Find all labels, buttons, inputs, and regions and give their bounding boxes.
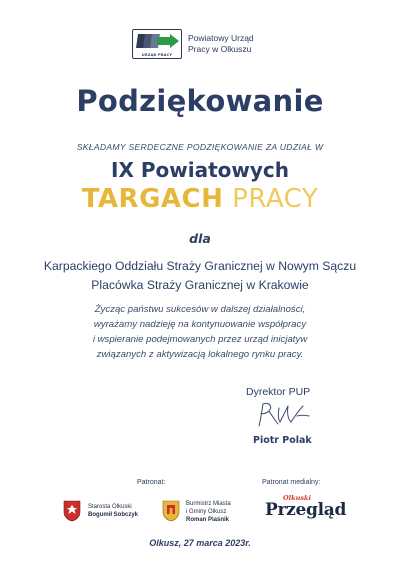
media-patronage-label: Patronat medialny:: [262, 479, 321, 486]
patron-title: i Gminy Olkusz: [186, 509, 227, 515]
wishes-line: wyrażamy nadzieję na kontynuowanie współpracy: [93, 319, 307, 330]
place-date: Olkusz, 27 marca 2023r.: [149, 538, 251, 548]
pup-logo: [132, 29, 254, 59]
org-name-line1: Powiatowy Urząd: [188, 33, 254, 43]
patron-title: Starosta Olkuski: [88, 504, 132, 510]
signature-icon: [253, 400, 315, 430]
org-name-line2: Pracy w Olkuszu: [188, 44, 252, 54]
municipality-crest-icon: [162, 500, 180, 522]
county-crest-icon: [63, 500, 81, 522]
for-word: dla: [189, 231, 211, 246]
recipient-line2: Placówka Straży Granicznej w Krakowie: [91, 278, 309, 292]
org-name: [188, 33, 254, 55]
logo-arrow-icon: [157, 34, 179, 48]
media-logo-big: Przegląd: [265, 500, 347, 520]
wishes-line: Życząc państwu sukcesów w dalszej działalności,: [94, 304, 306, 315]
event-name-light: PRACY: [232, 184, 319, 214]
logo-caption: URZĄD PRACY: [141, 53, 173, 57]
event-name-line2: [0, 184, 400, 214]
signatory-role: Dyrektor PUP: [246, 386, 311, 398]
patron-starosta: [88, 503, 138, 519]
subtitle: SKŁADAMY SERDECZNE PODZIĘKOWANIE ZA UDZIAŁ W: [76, 142, 324, 152]
signatory-name: Piotr Polak: [253, 435, 312, 446]
patron-burmistrz: [186, 500, 231, 524]
wishes-line: i wspieranie podejmowanych przez urząd inicjatyw: [92, 334, 308, 345]
wishes-text: [0, 302, 400, 362]
patron-name: Bogumił Sobczyk: [88, 512, 139, 518]
patron-title: Burmistrz Miasta: [186, 501, 231, 507]
pup-logo-mark: [132, 29, 182, 59]
page-title: Podziękowanie: [76, 84, 324, 118]
media-logo-small: Olkuski: [283, 494, 311, 502]
patron-name: Roman Piaśnik: [186, 517, 230, 523]
event-name-line1: IX Powiatowych: [111, 158, 289, 182]
event-name-bold: TARGACH: [81, 184, 224, 214]
recipient-line1: Karpackiego Oddziału Straży Granicznej w Nowym Sączu: [43, 259, 357, 273]
patronage-label: Patronat:: [137, 479, 166, 486]
wishes-line: związanych z aktywizacją lokalnego rynku pracy.: [96, 349, 304, 360]
